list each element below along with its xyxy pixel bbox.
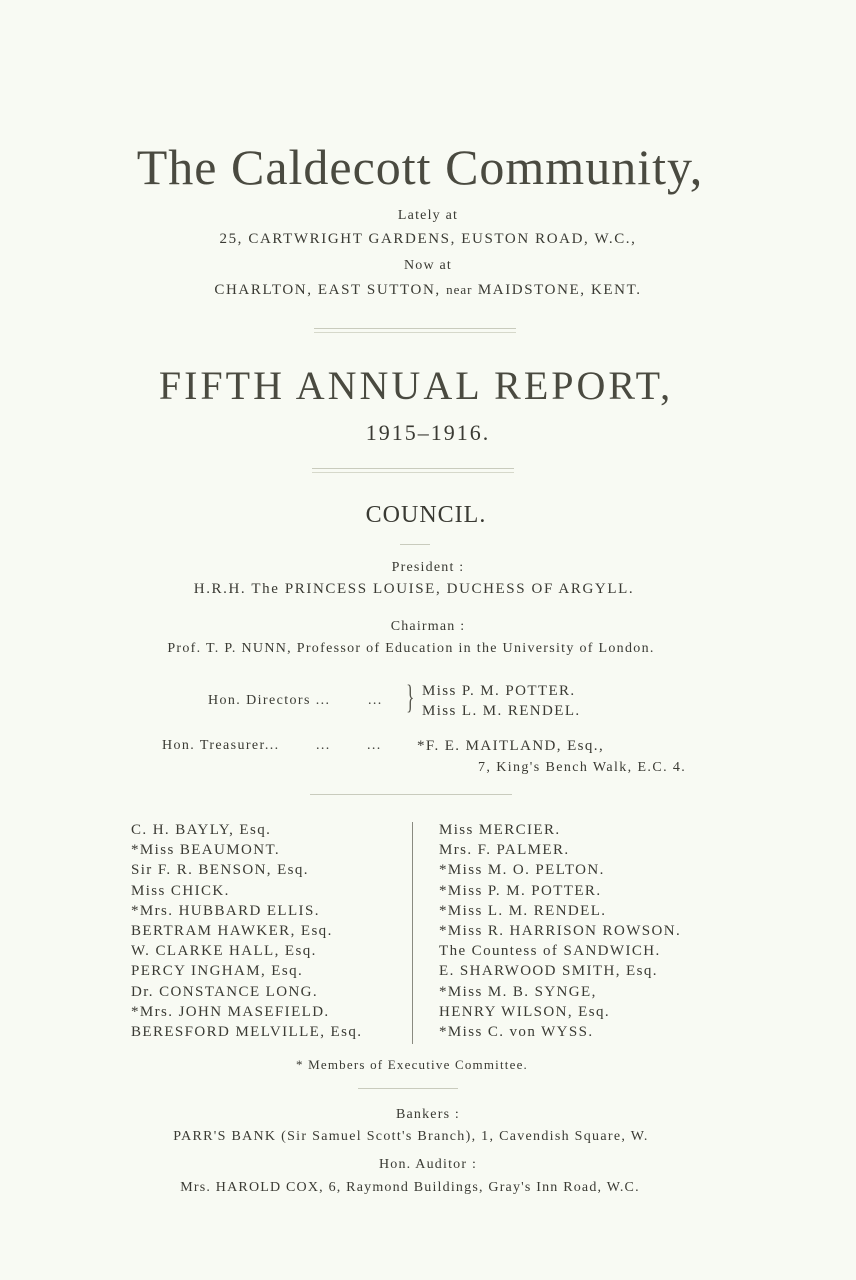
member-list-item: BERESFORD MELVILLE, Esq. (131, 1023, 363, 1040)
old-address: 25, CARTWRIGHT GARDENS, EUSTON ROAD, W.C., (219, 231, 637, 247)
directors-label: Hon. Directors ... (208, 693, 331, 708)
auditor-name: Mrs. HAROLD COX, 6, Raymond Buildings, Gray's Inn Road, W.C. (180, 1180, 640, 1195)
short-rule (358, 1088, 458, 1089)
members-right-column (439, 820, 681, 1042)
report-years: 1915–1916. (365, 420, 491, 445)
treasurer-name: *F. E. MAITLAND, Esq., (417, 738, 605, 754)
council-heading: COUNCIL. (365, 502, 487, 528)
column-divider (412, 822, 413, 1044)
executive-footnote: * Members of Executive Committee. (295, 1057, 529, 1072)
community-title: The Caldecott Community, (136, 139, 704, 195)
double-rule-divider (312, 468, 514, 473)
member-list-item: *Miss M. O. PELTON. (439, 862, 605, 879)
president-name: H.R.H. The PRINCESS LOUISE, DUCHESS OF ARGYLL. (193, 581, 635, 597)
treasurer-dots-2: ... (367, 738, 382, 753)
chairman-name: Prof. T. P. NUNN, Professor of Education in the University of London. (167, 641, 655, 656)
bankers-label: Bankers : (395, 1107, 461, 1122)
member-list-item: The Countess of SANDWICH. (439, 943, 661, 960)
member-list-item: *Miss BEAUMONT. (131, 842, 281, 859)
now-at-label: Now at (403, 258, 453, 273)
member-list-item: *Miss C. von WYSS. (439, 1023, 594, 1040)
director-2: Miss L. M. RENDEL. (422, 703, 581, 719)
new-address (0, 282, 856, 299)
member-list-item: *Mrs. JOHN MASEFIELD. (131, 1003, 330, 1020)
member-list-item: W. CLARKE HALL, Esq. (131, 943, 317, 960)
member-list-item: BERTRAM HAWKER, Esq. (131, 922, 333, 939)
member-list-item: PERCY INGHAM, Esq. (131, 963, 304, 980)
member-list-item: Dr. CONSTANCE LONG. (131, 983, 319, 1000)
member-list-item: C. H. BAYLY, Esq. (131, 822, 272, 838)
member-list-item: *Miss R. HARRISON ROWSON. (439, 922, 682, 939)
section-rule (310, 794, 512, 795)
members-left-column (131, 820, 362, 1042)
bankers-name: PARR'S BANK (Sir Samuel Scott's Branch), 1, Cavendish Square, W. (173, 1129, 649, 1144)
treasurer-label: Hon. Treasurer... (162, 738, 280, 753)
new-address-part2: MAIDSTONE, KENT. (472, 282, 642, 298)
member-list-item: *Mrs. HUBBARD ELLIS. (131, 902, 320, 919)
president-label: President : (391, 560, 465, 575)
member-list-item: Miss CHICK. (131, 882, 230, 899)
member-list-item: Mrs. F. PALMER. (439, 842, 570, 859)
treasurer-address: 7, King's Bench Walk, E.C. 4. (478, 760, 687, 775)
member-list-item: E. SHARWOOD SMITH, Esq. (439, 963, 658, 980)
member-list-item: Miss MERCIER. (439, 822, 561, 838)
directors-dots: ... (368, 693, 383, 708)
member-list-item: Sir F. R. BENSON, Esq. (131, 862, 309, 879)
report-title: FIFTH ANNUAL REPORT, (158, 363, 674, 408)
member-list-item: *Miss L. M. RENDEL. (439, 902, 607, 919)
double-rule-divider (314, 328, 516, 333)
new-address-near: near (446, 282, 473, 297)
lately-at-label: Lately at (397, 208, 459, 223)
chairman-label: Chairman : (390, 619, 466, 634)
brace-symbol: } (406, 679, 415, 716)
short-rule (400, 544, 430, 545)
member-list-item: *Miss P. M. POTTER. (439, 882, 602, 899)
member-list-item: HENRY WILSON, Esq. (439, 1003, 611, 1020)
member-list-item: *Miss M. B. SYNGE, (439, 983, 597, 1000)
auditor-label: Hon. Auditor : (378, 1157, 478, 1172)
director-1: Miss P. M. POTTER. (422, 683, 576, 699)
new-address-part1: CHARLTON, EAST SUTTON, (214, 282, 447, 298)
treasurer-dots-1: ... (316, 738, 331, 753)
